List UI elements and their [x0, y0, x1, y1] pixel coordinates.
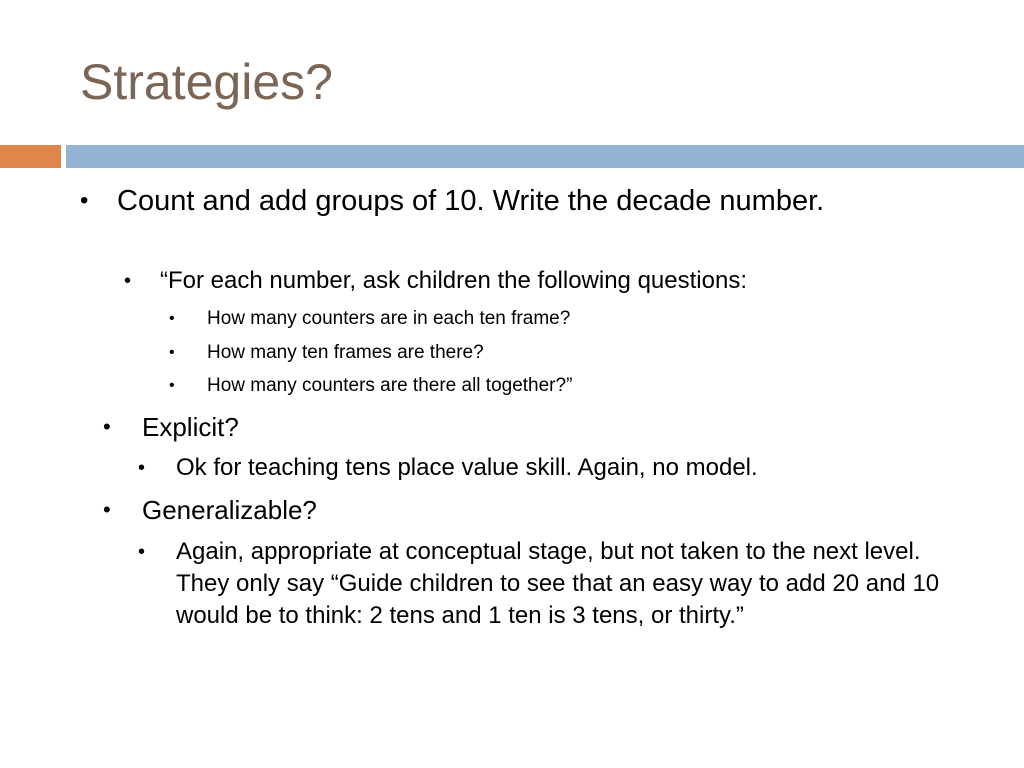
- bullet-text: “For each number, ask children the following questions:: [160, 267, 747, 294]
- bullet-glyph: •: [169, 377, 175, 394]
- bullet-item: [80, 183, 940, 219]
- bullet-item: [103, 411, 903, 443]
- bullet-glyph: •: [169, 344, 175, 361]
- bullet-text: Explicit?: [142, 412, 239, 442]
- bullet-glyph: •: [80, 187, 89, 214]
- bullet-glyph: •: [103, 414, 111, 439]
- bullet-text: How many counters are in each ten frame?: [207, 308, 571, 329]
- bullet-item: [138, 536, 998, 632]
- bullet-item: [169, 373, 969, 399]
- bullet-item: [103, 494, 903, 526]
- bullet-item: [124, 266, 974, 296]
- bullet-text: How many counters are there all together?”: [207, 375, 573, 396]
- bullet-text: Again, appropriate at conceptual stage, but not taken to the next level. They only say “Guide children to see that an easy way to add 20 and 10 would be to think: 2 tens and 1 ten is 3 tens, or thirty.”: [176, 538, 940, 629]
- slide-title: Strategies?: [80, 54, 333, 110]
- bullet-item: [169, 340, 969, 366]
- bullet-glyph: •: [103, 497, 111, 522]
- bullet-glyph: •: [138, 541, 146, 563]
- bullet-text: Ok for teaching tens place value skill. Again, no model.: [176, 454, 758, 481]
- bullet-item: [169, 306, 969, 332]
- bullet-text: Generalizable?: [142, 495, 317, 525]
- bullet-text: How many ten frames are there?: [207, 342, 484, 363]
- bullet-glyph: •: [169, 310, 175, 327]
- bullet-glyph: •: [138, 457, 146, 479]
- bullet-item: [138, 452, 998, 484]
- bullet-text: Count and add groups of 10. Write the decade number.: [117, 185, 825, 217]
- bullet-glyph: •: [124, 270, 132, 292]
